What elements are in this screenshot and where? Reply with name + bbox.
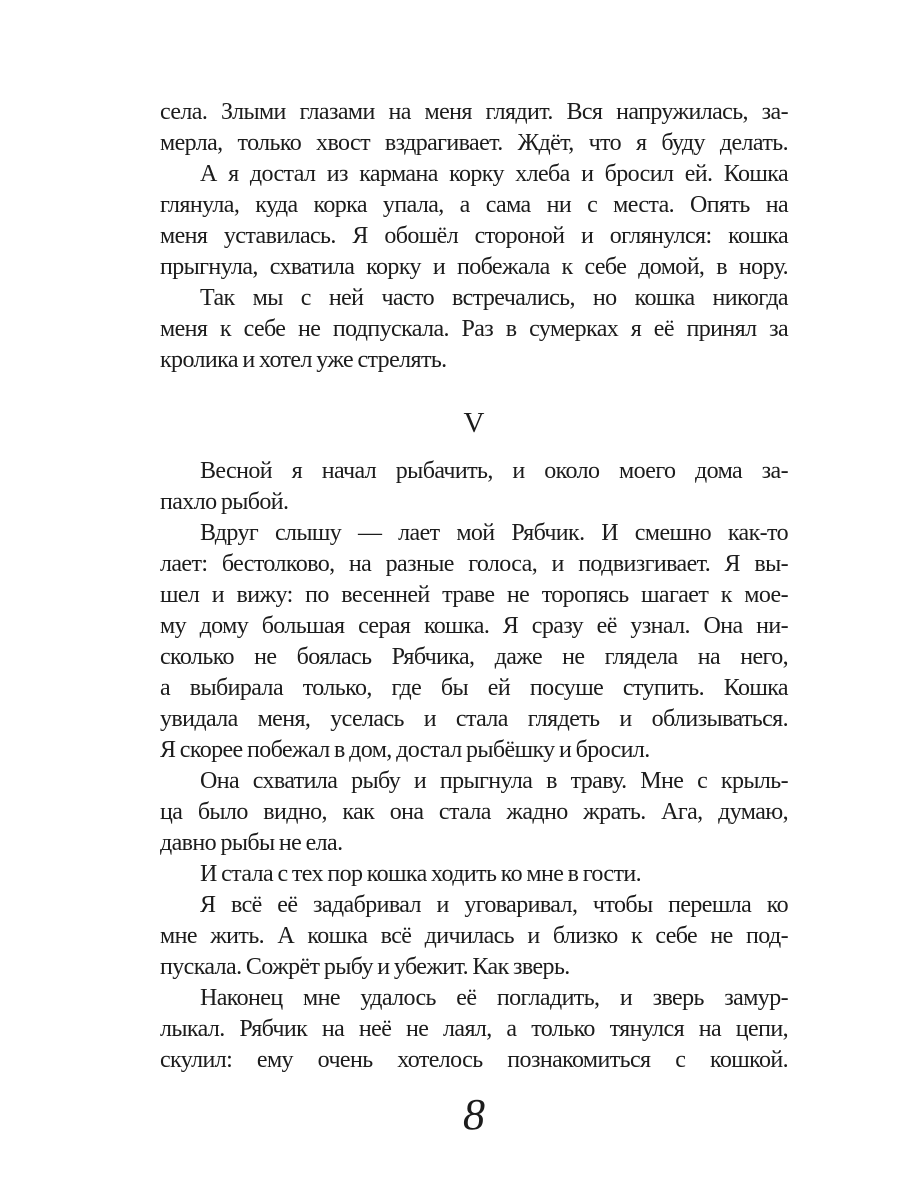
text-line: Весной я начал рыбачить, и около моего дома за- (200, 458, 788, 484)
text-line: лает: бестолково, на разные голоса, и подвизгивает. Я вы- (160, 551, 788, 577)
text-line: давно рыбы не ела. (160, 830, 343, 856)
text-line: А я достал из кармана корку хлеба и бросил ей. Кошка (200, 161, 788, 187)
text-line: Я всё её задабривал и уговаривал, чтобы перешла ко (200, 892, 788, 918)
text-line: ца было видно, как она стала жадно жрать. Ага, думаю, (160, 799, 788, 825)
text-line: Вдруг слышу — лает мой Рябчик. И смешно как-то (200, 520, 788, 546)
text-line: скулил: ему очень хотелось познакомиться с кошкой. (160, 1047, 788, 1073)
text-line: му дому большая серая кошка. Я сразу её узнал. Она ни- (160, 613, 788, 639)
text-line: Она схватила рыбу и прыгнула в траву. Мне с крыль- (200, 768, 788, 794)
text-line: пускала. Сожрёт рыбу и убежит. Как зверь. (160, 954, 570, 980)
text-line: шел и вижу: по весенней траве не торопясь шагает к мое- (160, 582, 788, 608)
text-line: пахло рыбой. (160, 489, 289, 515)
text-line: Так мы с ней часто встречались, но кошка никогда (200, 285, 788, 311)
text-block-bottom (160, 456, 788, 1076)
text-line: мерла, только хвост вздрагивает. Ждёт, что я буду делать. (160, 130, 788, 156)
text-line: мне жить. А кошка всё дичилась и близко к себе не под- (160, 923, 788, 949)
text-line: прыгнула, схватила корку и побежала к себе домой, в нору. (160, 254, 788, 280)
text-line: И стала с тех пор кошка ходить ко мне в гости. (200, 861, 642, 887)
text-line: меня уставилась. Я обошёл стороной и оглянулся: кошка (160, 223, 788, 249)
text-line: Наконец мне удалось её погладить, и зверь замур- (200, 985, 788, 1011)
page-number: 8 (463, 1090, 485, 1139)
text-line: меня к себе не подпускала. Раз в сумерках я её принял за (160, 316, 788, 342)
text-block-top (160, 97, 788, 376)
text-line: а выбирала только, где бы ей посуше ступить. Кошка (160, 675, 788, 701)
text-line: лыкал. Рябчик на неё не лаял, а только тянулся на цепи, (160, 1016, 788, 1042)
section-heading: V (463, 407, 485, 439)
text-line: увидала меня, уселась и стала глядеть и облизываться. (160, 706, 788, 732)
text-line: села. Злыми глазами на меня глядит. Вся напружилась, за- (160, 99, 788, 125)
text-line: сколько не боялась Рябчика, даже не глядела на него, (160, 644, 788, 670)
text-line: кролика и хотел уже стрелять. (160, 347, 447, 373)
text-line: глянула, куда корка упала, а сама ни с места. Опять на (160, 192, 788, 218)
text-line: Я скорее побежал в дом, достал рыбёшку и бросил. (160, 737, 650, 763)
